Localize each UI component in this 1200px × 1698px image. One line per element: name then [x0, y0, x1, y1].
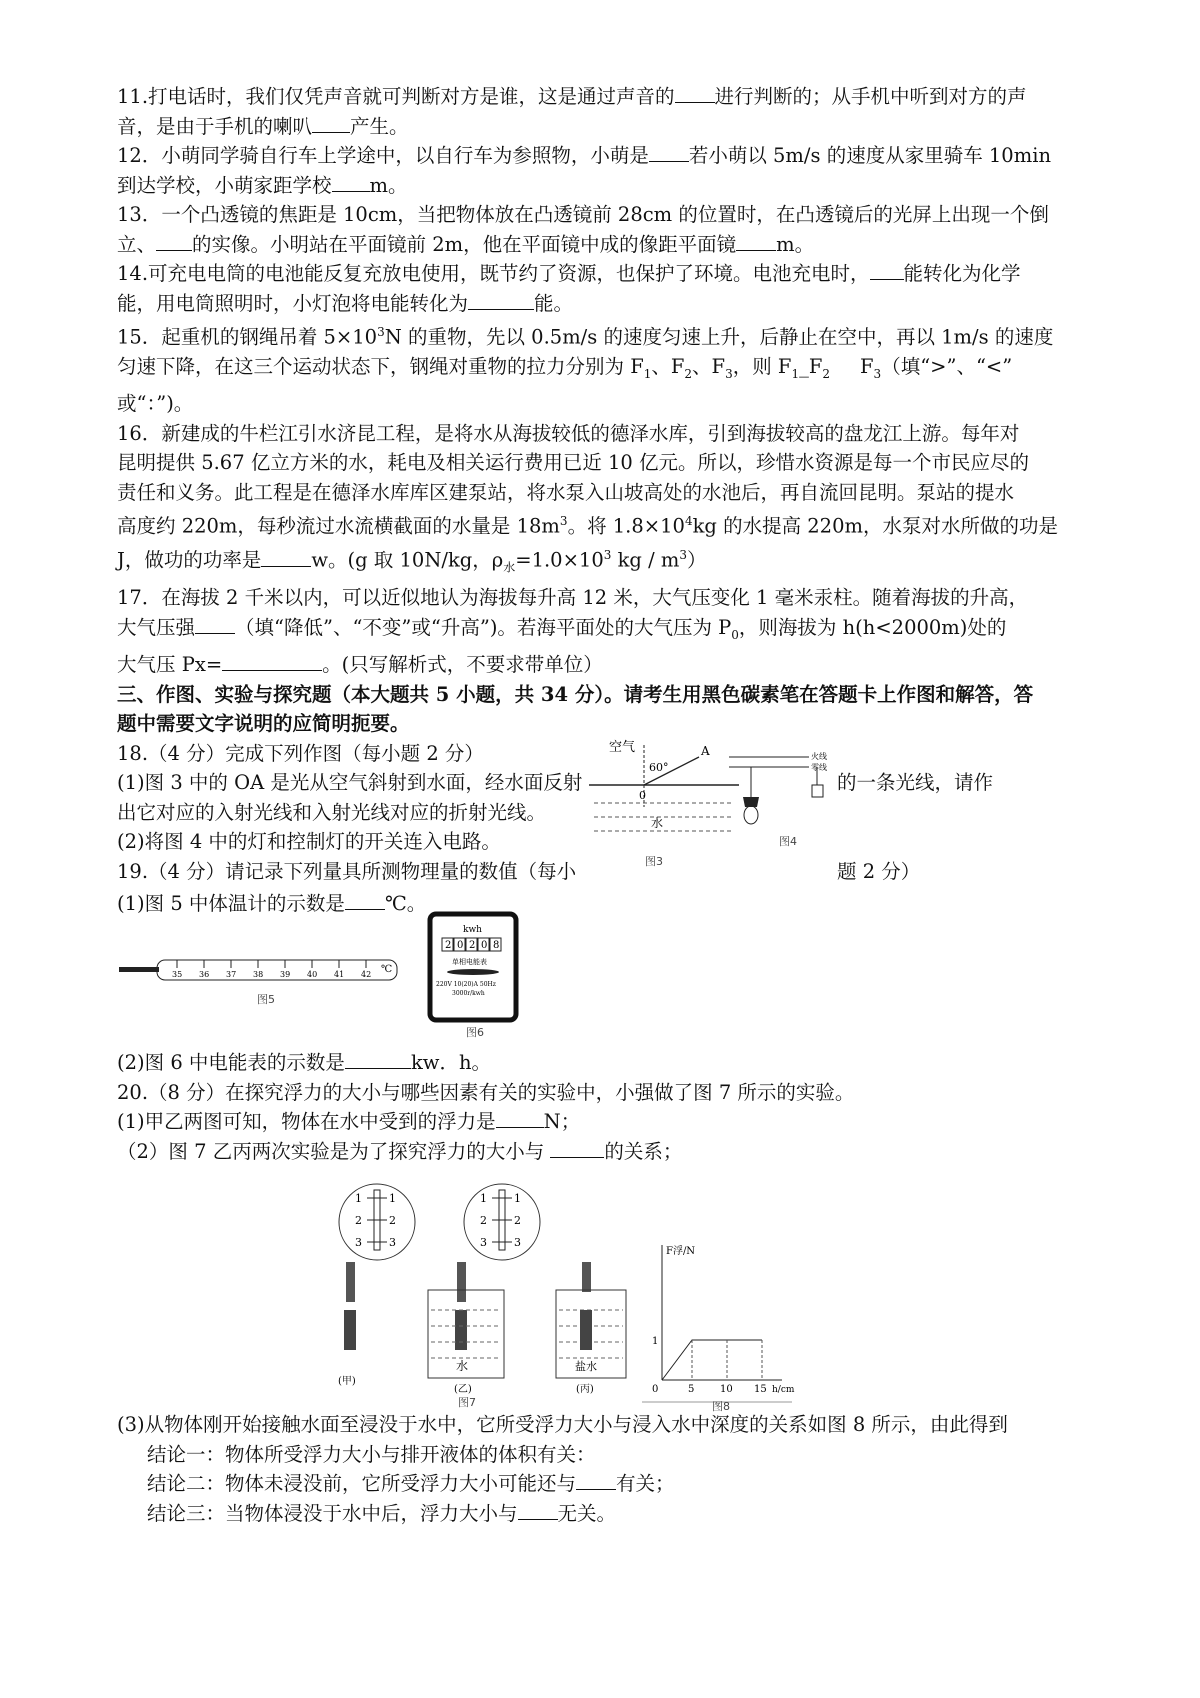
q15-sub: 1 [643, 366, 652, 381]
thermometer-tick-label: 41 [334, 970, 345, 980]
scale-number: 1 [355, 1192, 362, 1206]
label-x: h/cm [772, 1385, 795, 1396]
q14-text-d: 能。 [534, 291, 574, 315]
q15-sub: 3 [873, 366, 882, 381]
meter-digit: 0 [481, 940, 488, 952]
label-meter: 单相电能表 [452, 958, 487, 967]
q17-line: 。(只写解析式，不要求带单位） [322, 653, 603, 677]
q11-text-a: 11.打电话时，我们仅凭声音就可判断对方是谁，这是通过声音的 [117, 85, 675, 108]
q17-line: （填“降低”、“不变”或“升高”)。若海平面处的大气压为 P [235, 615, 732, 639]
q14-text-c: 能，用电筒照明时，小灯泡将电能转化为 [117, 291, 469, 315]
question-20 [117, 1078, 1092, 1167]
label-air: 空气 [609, 739, 636, 755]
magnifier-circle [339, 1184, 415, 1260]
q15-text: F [860, 355, 874, 378]
q20-text: 无关。 [557, 1501, 617, 1525]
q16-sup: 4 [684, 514, 693, 529]
q17-line: 大气压 Px= [117, 653, 223, 677]
q16-line: =1.0×10 [515, 548, 604, 572]
thermometer-tick-label: 42 [361, 970, 372, 980]
block-icon [455, 1310, 467, 1350]
q15-text-b: N 的重物，先以 0.5m/s 的速度匀速上升，后静止在空中，再以 1m/s 的速度 [384, 325, 1054, 349]
q15-text: ，则 F [732, 355, 792, 378]
q12-text-a: 12．小萌同学骑自行车上学途中，以自行车为参照物，小萌是 [117, 144, 649, 167]
answer-blank[interactable] [870, 261, 904, 280]
answer-blank[interactable] [675, 84, 715, 103]
q16-sub: 水 [503, 560, 516, 575]
figure-5-caption: 图5 [257, 993, 275, 1007]
label-water: 水 [651, 815, 664, 830]
q20-text: 有关； [616, 1472, 675, 1496]
q14-text-a: 14.可充电电筒的电池能反复充放电使用，既节约了资源，也保护了环境。电池充电时， [117, 262, 870, 285]
answer-blank[interactable] [736, 232, 776, 251]
figure-7-8 [332, 1170, 972, 1414]
answer-blank[interactable] [345, 1050, 411, 1069]
q15-text: 、F [651, 355, 685, 378]
scale-number: 2 [514, 1214, 521, 1228]
question-19-1 [117, 889, 1092, 919]
scale-number: 1 [480, 1192, 487, 1206]
question-13 [117, 200, 1092, 259]
answer-blank[interactable] [332, 173, 370, 192]
label-o: 0 [639, 788, 646, 802]
q15-text: （填“>”、“<” [881, 355, 1013, 378]
figure-5 [117, 958, 417, 1028]
q16-line: 16．新建成的牛栏江引水济昆工程，是将水从海拔较低的德泽水库，引到海拔较高的盘龙江上游。每年对 [117, 421, 1020, 445]
q13-text-d: m。 [776, 232, 815, 256]
q11-text-b: 进行判断的；从手机中听到对方的声 [714, 85, 1027, 108]
q16-line: 昆明提供 5.67 亿立方米的水，耗电及相关运行费用已近 10 亿元。所以，珍惜水资源是每一个市民应尽的 [117, 451, 1030, 475]
exam-page [117, 82, 1092, 1528]
answer-blank[interactable] [222, 652, 322, 671]
figure-6-caption: 图6 [466, 1026, 484, 1040]
q19-head: 19.（4 分）请记录下列量具所测物理量的数值（每小 [117, 859, 577, 883]
question-17 [117, 583, 1092, 679]
q20-text: (3)从物体刚开始接触水面至浸没于水中，它所受浮力大小与浸入水中深度的关系如图 8 所示，由此得到 [117, 1413, 1008, 1437]
answer-blank[interactable] [518, 1501, 558, 1520]
q14-text-b: 能转化为化学 [903, 262, 1021, 285]
answer-blank[interactable] [496, 1109, 544, 1128]
tick-x: 15 [754, 1384, 767, 1396]
q16-sup: 3 [603, 548, 612, 563]
question-16 [117, 419, 1092, 583]
q15-sub: 3 [725, 366, 733, 381]
q11-text-c: 音，是由于手机的喇叭 [117, 114, 313, 138]
q12-text-c: 到达学校，小萌家距学校 [117, 173, 332, 197]
q13-text-b: 立、 [117, 232, 157, 256]
conclusion-2 [117, 1469, 1092, 1499]
block-icon [344, 1310, 356, 1350]
q15-sub: 2 [684, 366, 693, 381]
q15-text: 、F [692, 355, 726, 378]
q20-text: (1)甲乙两图可知，物体在水中受到的浮力是 [117, 1110, 496, 1134]
spring-scale-icon [457, 1262, 466, 1302]
meter-digit: 0 [457, 940, 464, 952]
q16-line: 。将 1.8×10 [567, 514, 685, 538]
q16-line: kg 的水提高 220m，水泵对水所做的功是 [692, 514, 1058, 538]
q18-head: 18.（4 分）完成下列作图（每小题 2 分） [117, 741, 484, 765]
scale-number: 3 [355, 1236, 362, 1250]
q12-text-d: m。 [369, 173, 408, 197]
figure-row-7-8 [117, 1166, 1092, 1414]
answer-blank[interactable] [261, 548, 311, 567]
answer-blank[interactable] [550, 1139, 604, 1158]
q16-line: kg / m [611, 548, 680, 572]
q18-text: 出它对应的入射光线和入射光线对应的折射光线。 [117, 800, 547, 824]
q18-text: (2)将图 4 中的灯和控制灯的开关连入电路。 [117, 830, 501, 854]
q15-text: _F [799, 355, 823, 378]
conclusion-1 [117, 1440, 1092, 1470]
answer-blank[interactable] [345, 891, 385, 910]
tick-y: 1 [652, 1336, 659, 1348]
q19-head: 题 2 分） [837, 859, 921, 883]
thermometer-tick-label: 39 [280, 970, 291, 980]
label-jia: (甲) [338, 1376, 356, 1388]
q15-sup: 3 [377, 325, 385, 339]
q16-line: w。(g 取 10N/kg，ρ [311, 548, 504, 572]
q17-line: 17．在海拔 2 千米以内，可以近似地认为海拔每升高 12 米，大气压变化 1 毫米汞柱。随着海拔的升高， [117, 586, 1029, 610]
q17-line: 大气压强 [117, 615, 196, 639]
spring-scale-icon [346, 1262, 355, 1302]
section-3-heading [117, 680, 1092, 739]
scale-number: 2 [480, 1214, 487, 1228]
scale-number: 1 [514, 1192, 521, 1206]
section-3-line: 三、作图、实验与探究题（本大题共 5 小题，共 34 分）。请考生用黑色碳素笔在答题卡上作图和解答，答 [117, 682, 1034, 706]
scale-number: 1 [389, 1192, 396, 1206]
switch-icon [812, 785, 823, 797]
mercury-column [119, 967, 159, 972]
q18-text: (1)图 3 中的 OA 是光从空气斜射到水面，经水面反射 [117, 771, 583, 795]
q16-sup: 3 [679, 548, 687, 563]
scale-number: 2 [389, 1214, 396, 1228]
q19-text: (2)图 6 中电能表的示数是 [117, 1051, 345, 1075]
section-3-line: 题中需要文字说明的应简明扼要。 [117, 712, 410, 736]
answer-blank[interactable] [195, 615, 235, 634]
q15-text-c: 匀速下降，在这三个运动状态下，钢绳对重物的拉力分别为 F [117, 355, 644, 378]
thermometer-tick-label: 40 [307, 970, 318, 980]
q11-text-d: 产生。 [350, 114, 409, 138]
q16-sup: 3 [559, 514, 568, 529]
thermometer-tick-label: 35 [172, 970, 183, 980]
question-19-2 [117, 1048, 1092, 1078]
conclusion-3 [117, 1499, 1092, 1529]
answer-blank[interactable] [156, 232, 192, 251]
q15-text-a: 15．起重机的钢绳吊着 5×10 [117, 325, 378, 349]
q19-text: (1)图 5 中体温计的示数是 [117, 891, 345, 915]
label-unit: ℃ [381, 964, 393, 976]
q15-text-d: 或“：”)。 [117, 392, 194, 416]
label-live-wire: 火线 [811, 751, 827, 761]
question-11 [117, 82, 1092, 141]
q19-text: ℃。 [384, 891, 427, 915]
label-angle: 60° [649, 760, 669, 774]
meter-digit: 2 [469, 940, 476, 952]
block-icon [580, 1310, 592, 1350]
meter-disk [447, 969, 499, 975]
q20-head: 20.（8 分）在探究浮力的大小与哪些因素有关的实验中，小强做了图 7 所示的实验。 [117, 1080, 855, 1104]
meter-digit: 2 [445, 940, 452, 952]
q16-line: J，做功的功率是 [117, 548, 262, 572]
figure-8 [642, 1244, 795, 1413]
q20-text: 结论三：当物体浸没于水中后，浮力大小与 [147, 1501, 518, 1525]
q18-text: 的一条光线，请作 [837, 771, 994, 795]
q20-text: 的关系； [604, 1139, 683, 1163]
tick-origin: 0 [652, 1384, 659, 1396]
figure-3-caption: 图3 [645, 854, 663, 868]
q16-line: 责任和义务。此工程是在德泽水库库区建泵站，将水泵入山坡高处的水池后，再自流回昆明。泵站的提水 [117, 480, 1015, 504]
q15-sub: 2 [822, 366, 831, 381]
buoyancy-curve [662, 1340, 762, 1380]
figure-4-caption: 图4 [779, 834, 797, 848]
q15-sub: 1 [791, 366, 800, 381]
q20-text: （2）图 7 乙丙两次实验是为了探究浮力的大小与 [117, 1139, 551, 1163]
meter-digits [442, 938, 501, 951]
thermometer-tick-label: 36 [199, 970, 210, 980]
bulb-icon [744, 806, 758, 824]
thermometer-tick-label: 37 [226, 970, 237, 980]
question-20-3 [117, 1410, 1092, 1440]
answer-blank[interactable] [649, 143, 689, 162]
figure-4 [729, 745, 839, 855]
tick-x: 5 [688, 1384, 695, 1396]
label-a: A [701, 743, 710, 758]
label-yi: (乙) [454, 1384, 472, 1396]
label-saltwater: 盐水 [575, 1360, 597, 1374]
answer-blank[interactable] [576, 1471, 616, 1490]
answer-blank[interactable] [468, 291, 534, 310]
figure-3 [589, 735, 739, 875]
label-water: 水 [456, 1359, 469, 1374]
figure-6 [428, 912, 518, 1042]
scale-number: 3 [389, 1236, 396, 1250]
meter-digit: 8 [493, 940, 500, 952]
question-14 [117, 259, 1092, 318]
answer-blank[interactable] [312, 114, 350, 133]
figure-8-caption: 图8 [712, 1400, 730, 1414]
q20-text: 结论一：物体所受浮力大小与排开液体的体积有关： [147, 1442, 596, 1466]
label-spec: 220V 10(20)A 50Hz [436, 981, 496, 989]
magnifier-circle [464, 1184, 540, 1260]
q20-text: 结论二：物体未浸没前，它所受浮力大小可能还与 [147, 1472, 577, 1496]
tick-x: 10 [720, 1384, 733, 1396]
thermometer-tick-label: 38 [253, 970, 264, 980]
label-y: F浮/N [666, 1246, 696, 1258]
label-spec: 3000r/kwh [452, 990, 485, 998]
q20-text: N； [543, 1110, 581, 1134]
q13-text-a: 13．一个凸透镜的焦距是 10cm，当把物体放在凸透镜前 28cm 的位置时，在凸透镜后的光屏上出现一个倒 [117, 203, 1049, 226]
figure-row-5-6 [117, 918, 1092, 1048]
q17-sub: 0 [731, 627, 739, 642]
q19-text: kw．h。 [410, 1051, 492, 1075]
q17-line: ，则海拔为 h(h<2000m)处的 [738, 615, 1007, 639]
q12-text-b: 若小萌以 5m/s 的速度从家里骑车 10min [688, 144, 1051, 167]
label-kwh: kwh [463, 925, 482, 936]
question-18-block [117, 739, 1092, 889]
q16-line: ） [687, 548, 707, 572]
label-bing: (丙) [576, 1384, 594, 1396]
figure-7-caption: 图7 [458, 1396, 476, 1410]
scale-number: 3 [514, 1236, 521, 1250]
scale-number: 3 [480, 1236, 487, 1250]
scale-number: 2 [355, 1214, 362, 1228]
question-12 [117, 141, 1092, 200]
q13-text-c: 的实像。小明站在平面镜前 2m，他在平面镜中成的像距平面镜 [192, 232, 737, 256]
spring-scale-icon [582, 1262, 591, 1292]
q16-line: 高度约 220m，每秒流过水流横截面的水量是 18m [117, 514, 560, 538]
label-neutral-wire: 零线 [811, 762, 827, 772]
question-15 [117, 318, 1092, 419]
